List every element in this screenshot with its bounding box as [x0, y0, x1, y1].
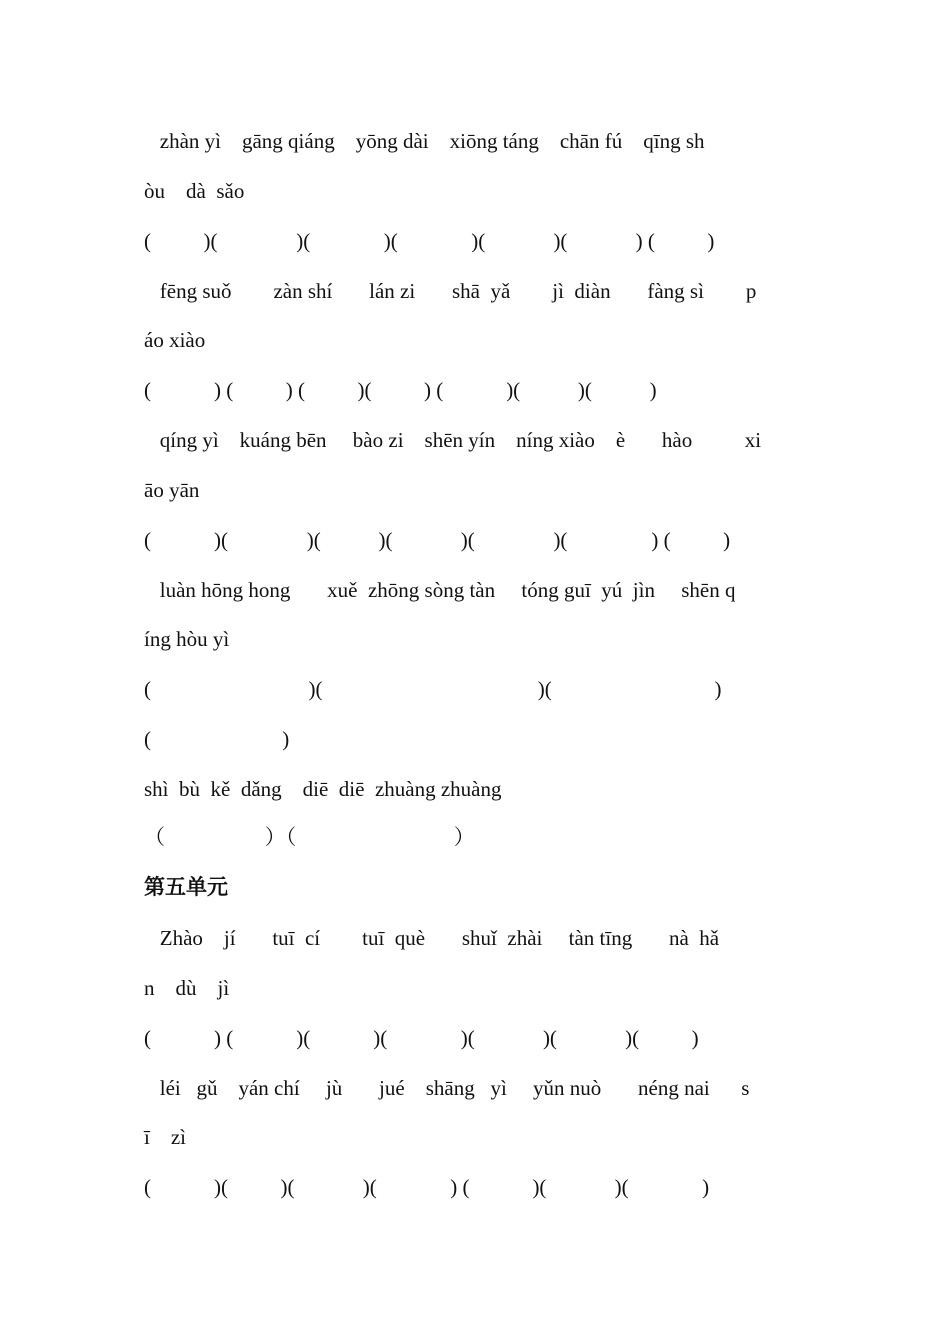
- answer-blank-line: ( )( )( )( )( )( ) ( ): [144, 229, 715, 253]
- answer-blank-line: ( ) ( ) ( )( ) ( )( )( ): [144, 378, 657, 402]
- answer-blank-line: ( )( )( ): [144, 677, 722, 701]
- answer-blank-line: （ ）（ ）: [144, 825, 475, 849]
- pinyin-line: fēng suǒ zàn shí lán zi shā yǎ jì diàn fàng sì p: [144, 279, 757, 303]
- pinyin-line: òu dà sǎo: [144, 179, 245, 203]
- pinyin-line: áo xiào: [144, 328, 206, 352]
- pinyin-line: zhàn yì gāng qiáng yōng dài xiōng táng chān fú qīng sh: [144, 129, 705, 153]
- pinyin-line: luàn hōng hong xuě zhōng sòng tàn tóng guī yú jìn shēn q: [144, 578, 736, 602]
- answer-blank-line: ( ): [144, 727, 290, 751]
- answer-blank-line: ( )( )( )( )( )( ) ( ): [144, 528, 731, 552]
- pinyin-line: shì bù kě dǎng diē diē zhuàng zhuàng: [144, 777, 502, 801]
- pinyin-line: ī zì: [144, 1125, 186, 1149]
- pinyin-line: qíng yì kuáng bēn bào zi shēn yín níng xiào è hào xi: [144, 428, 762, 452]
- pinyin-line: léi gǔ yán chí jù jué shāng yì yǔn nuò néng nai s: [144, 1076, 750, 1100]
- pinyin-line: āo yān: [144, 478, 200, 502]
- pinyin-line: íng hòu yì: [144, 627, 230, 651]
- answer-blank-line: ( ) ( )( )( )( )( )( ): [144, 1026, 699, 1050]
- answer-blank-line: ( )( )( )( ) ( )( )( ): [144, 1175, 710, 1199]
- pinyin-line: Zhào jí tuī cí tuī què shuǐ zhài tàn tīng nà hǎ: [144, 926, 720, 950]
- pinyin-line: n dù jì: [144, 976, 230, 1000]
- section-title: 第五单元: [144, 875, 228, 899]
